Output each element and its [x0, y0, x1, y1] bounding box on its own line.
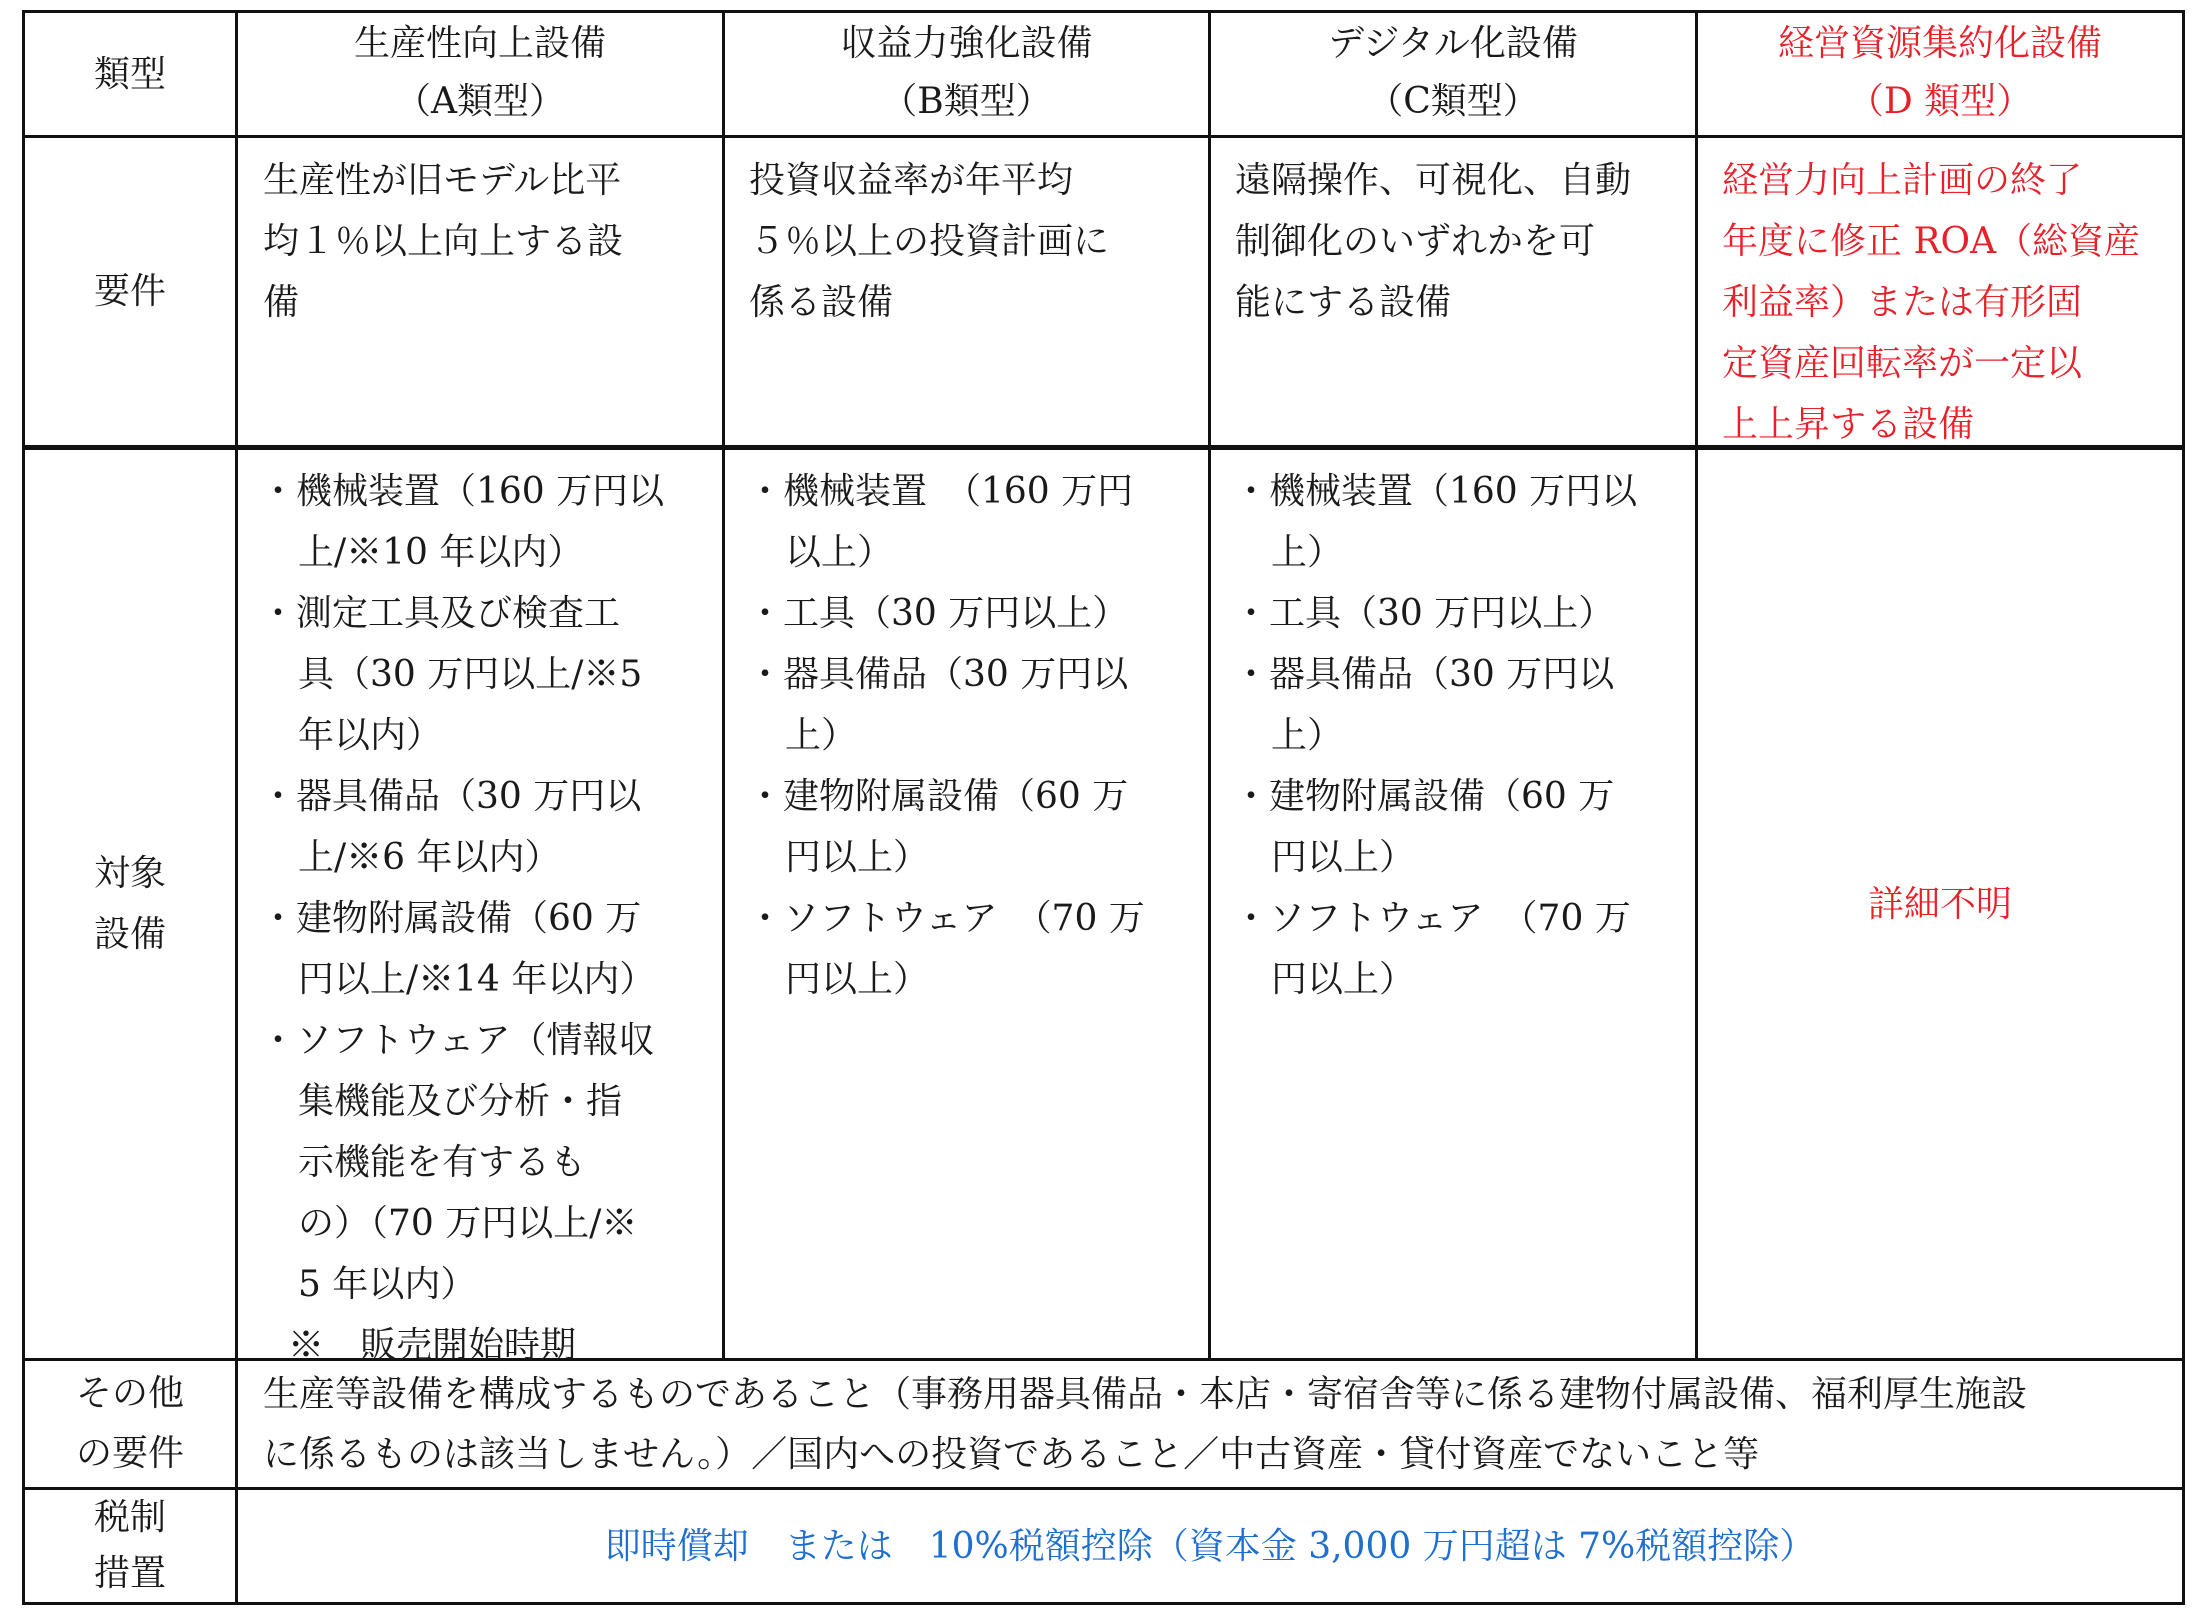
header-type-a — [238, 15, 722, 135]
target-a-line: 具（30 万円以上/※5 — [298, 654, 643, 695]
target-a-line: 上/※6 年以内） — [298, 837, 561, 878]
header-type-d-name: 経営資源集約化設備 — [1777, 23, 2102, 64]
header-type-b — [725, 15, 1208, 135]
header-type-b-code: （B類型） — [881, 81, 1052, 122]
other-row-label — [25, 1361, 235, 1487]
header-row-label — [25, 13, 235, 135]
target-c-item: ・工具（30 万円以上） — [1233, 593, 1615, 634]
target-b-item: ・建物附属設備（60 万 — [747, 776, 1129, 817]
header-type-d-code: （D 類型） — [1847, 81, 2033, 122]
target-row-label — [25, 450, 235, 1358]
requirements-row-label — [25, 138, 235, 445]
target-c-line: 円以上） — [1271, 837, 1416, 878]
target-b-item: ・工具（30 万円以上） — [747, 593, 1129, 634]
tax-text: 即時償却 または 10%税額控除（資本金 3,000 万円超は 7%税額控除） — [604, 1525, 1816, 1567]
tax-row-label-line: 税制 — [93, 1497, 166, 1538]
target-a-line: 年以内） — [298, 715, 443, 756]
other-text-line: 生産等設備を構成するものであること（事務用器具備品・本店・寄宿舎等に係る建物付属設備、福利厚生施設 — [263, 1374, 2028, 1415]
target-c-line: 円以上） — [1271, 959, 1416, 1000]
requirements-c-line: 制御化のいずれかを可 — [1235, 221, 1596, 262]
target-a-note: ※ 販売開始時期 — [288, 1325, 577, 1366]
target-a-item: ・機械装置（160 万円以 — [260, 471, 665, 512]
requirements-b-line: 係る設備 — [749, 282, 894, 323]
target-c-item: ・器具備品（30 万円以 — [1233, 654, 1615, 695]
requirements-type-c — [1235, 150, 1685, 333]
target-type-d — [1698, 450, 2182, 1358]
target-d-text: 詳細不明 — [1867, 883, 2012, 925]
target-b-line: 以上） — [785, 532, 894, 573]
target-type-a — [260, 461, 715, 1376]
header-type-c — [1211, 15, 1695, 135]
target-a-item: ・器具備品（30 万円以 — [260, 776, 642, 817]
requirements-d-line: 利益率）または有形固 — [1722, 282, 2083, 323]
target-row-label-line: 対象 — [93, 853, 166, 894]
header-type-b-name: 収益力強化設備 — [840, 23, 1093, 64]
target-row-label-line: 設備 — [93, 914, 166, 955]
target-c-line: 上） — [1271, 715, 1344, 756]
other-row-label-line: その他 — [75, 1373, 184, 1414]
col-divider-3 — [1208, 13, 1211, 1361]
tax-row-label-line: 措置 — [93, 1553, 166, 1594]
target-type-c — [1233, 461, 1688, 1010]
requirements-b-line: 投資収益率が年平均 — [749, 160, 1074, 201]
requirements-c-line: 能にする設備 — [1235, 282, 1452, 323]
header-row-label-text: 類型 — [93, 53, 166, 95]
requirements-d-line: 経営力向上計画の終了 — [1722, 160, 2083, 201]
requirements-d-line: 年度に修正 ROA（総資産 — [1722, 221, 2141, 262]
requirements-d-line: 上上昇する設備 — [1722, 404, 1975, 445]
other-row-label-line: の要件 — [75, 1433, 184, 1474]
other-requirements-text — [263, 1365, 2173, 1485]
target-type-b — [747, 461, 1202, 1010]
target-b-line: 上） — [785, 715, 858, 756]
target-a-line: 円以上/※14 年以内） — [298, 959, 656, 1000]
target-a-line: 集機能及び分析・指 — [298, 1081, 623, 1122]
target-b-line: 円以上） — [785, 837, 930, 878]
requirements-type-d — [1722, 150, 2172, 455]
requirements-d-line: 定資産回転率が一定以 — [1722, 343, 2083, 384]
header-type-a-code: （A類型） — [395, 81, 565, 122]
requirements-a-line: 生産性が旧モデル比平 — [263, 160, 622, 201]
header-type-a-name: 生産性向上設備 — [353, 23, 606, 64]
col-divider-1 — [235, 13, 238, 1602]
header-type-c-name: デジタル化設備 — [1328, 23, 1578, 64]
requirements-c-line: 遠隔操作、可視化、自動 — [1235, 160, 1632, 201]
target-b-item: ・器具備品（30 万円以 — [747, 654, 1129, 695]
target-a-item: ・ソフトウェア（情報収 — [260, 1020, 655, 1061]
target-a-line: の）（70 万円以上/※ — [298, 1203, 638, 1244]
target-a-item: ・建物附属設備（60 万 — [260, 898, 642, 939]
tax-row-label — [25, 1490, 235, 1602]
row-divider-1 — [25, 135, 2182, 138]
target-b-item: ・機械装置 （160 万円 — [747, 471, 1134, 512]
target-a-item: ・測定工具及び検査工 — [260, 593, 621, 634]
target-a-line: 5 年以内） — [298, 1264, 477, 1305]
header-type-d — [1698, 15, 2182, 135]
target-c-item: ・建物附属設備（60 万 — [1233, 776, 1615, 817]
col-divider-2 — [722, 13, 725, 1361]
requirements-type-b — [749, 150, 1199, 333]
target-b-item: ・ソフトウェア （70 万 — [747, 898, 1145, 939]
target-a-line: 上/※10 年以内） — [298, 532, 584, 573]
target-b-line: 円以上） — [785, 959, 930, 1000]
measures-table — [22, 10, 2185, 1605]
target-c-line: 上） — [1271, 532, 1344, 573]
requirements-type-a — [263, 150, 713, 333]
requirements-b-line: ５％以上の投資計画に — [749, 221, 1110, 262]
requirements-a-line: 備 — [263, 282, 300, 323]
other-text-line: に係るものは該当しません。）／国内への投資であること／中古資産・貸付資産でないこと等 — [263, 1434, 1760, 1475]
requirements-row-label-text: 要件 — [93, 271, 166, 312]
target-c-item: ・機械装置（160 万円以 — [1233, 471, 1638, 512]
target-c-item: ・ソフトウェア （70 万 — [1233, 898, 1631, 939]
header-type-c-code: （C類型） — [1367, 81, 1539, 122]
requirements-a-line: 均１％以上向上する設 — [263, 221, 624, 262]
tax-measures-text — [238, 1490, 2182, 1602]
target-a-line: 示機能を有するも — [298, 1142, 587, 1183]
